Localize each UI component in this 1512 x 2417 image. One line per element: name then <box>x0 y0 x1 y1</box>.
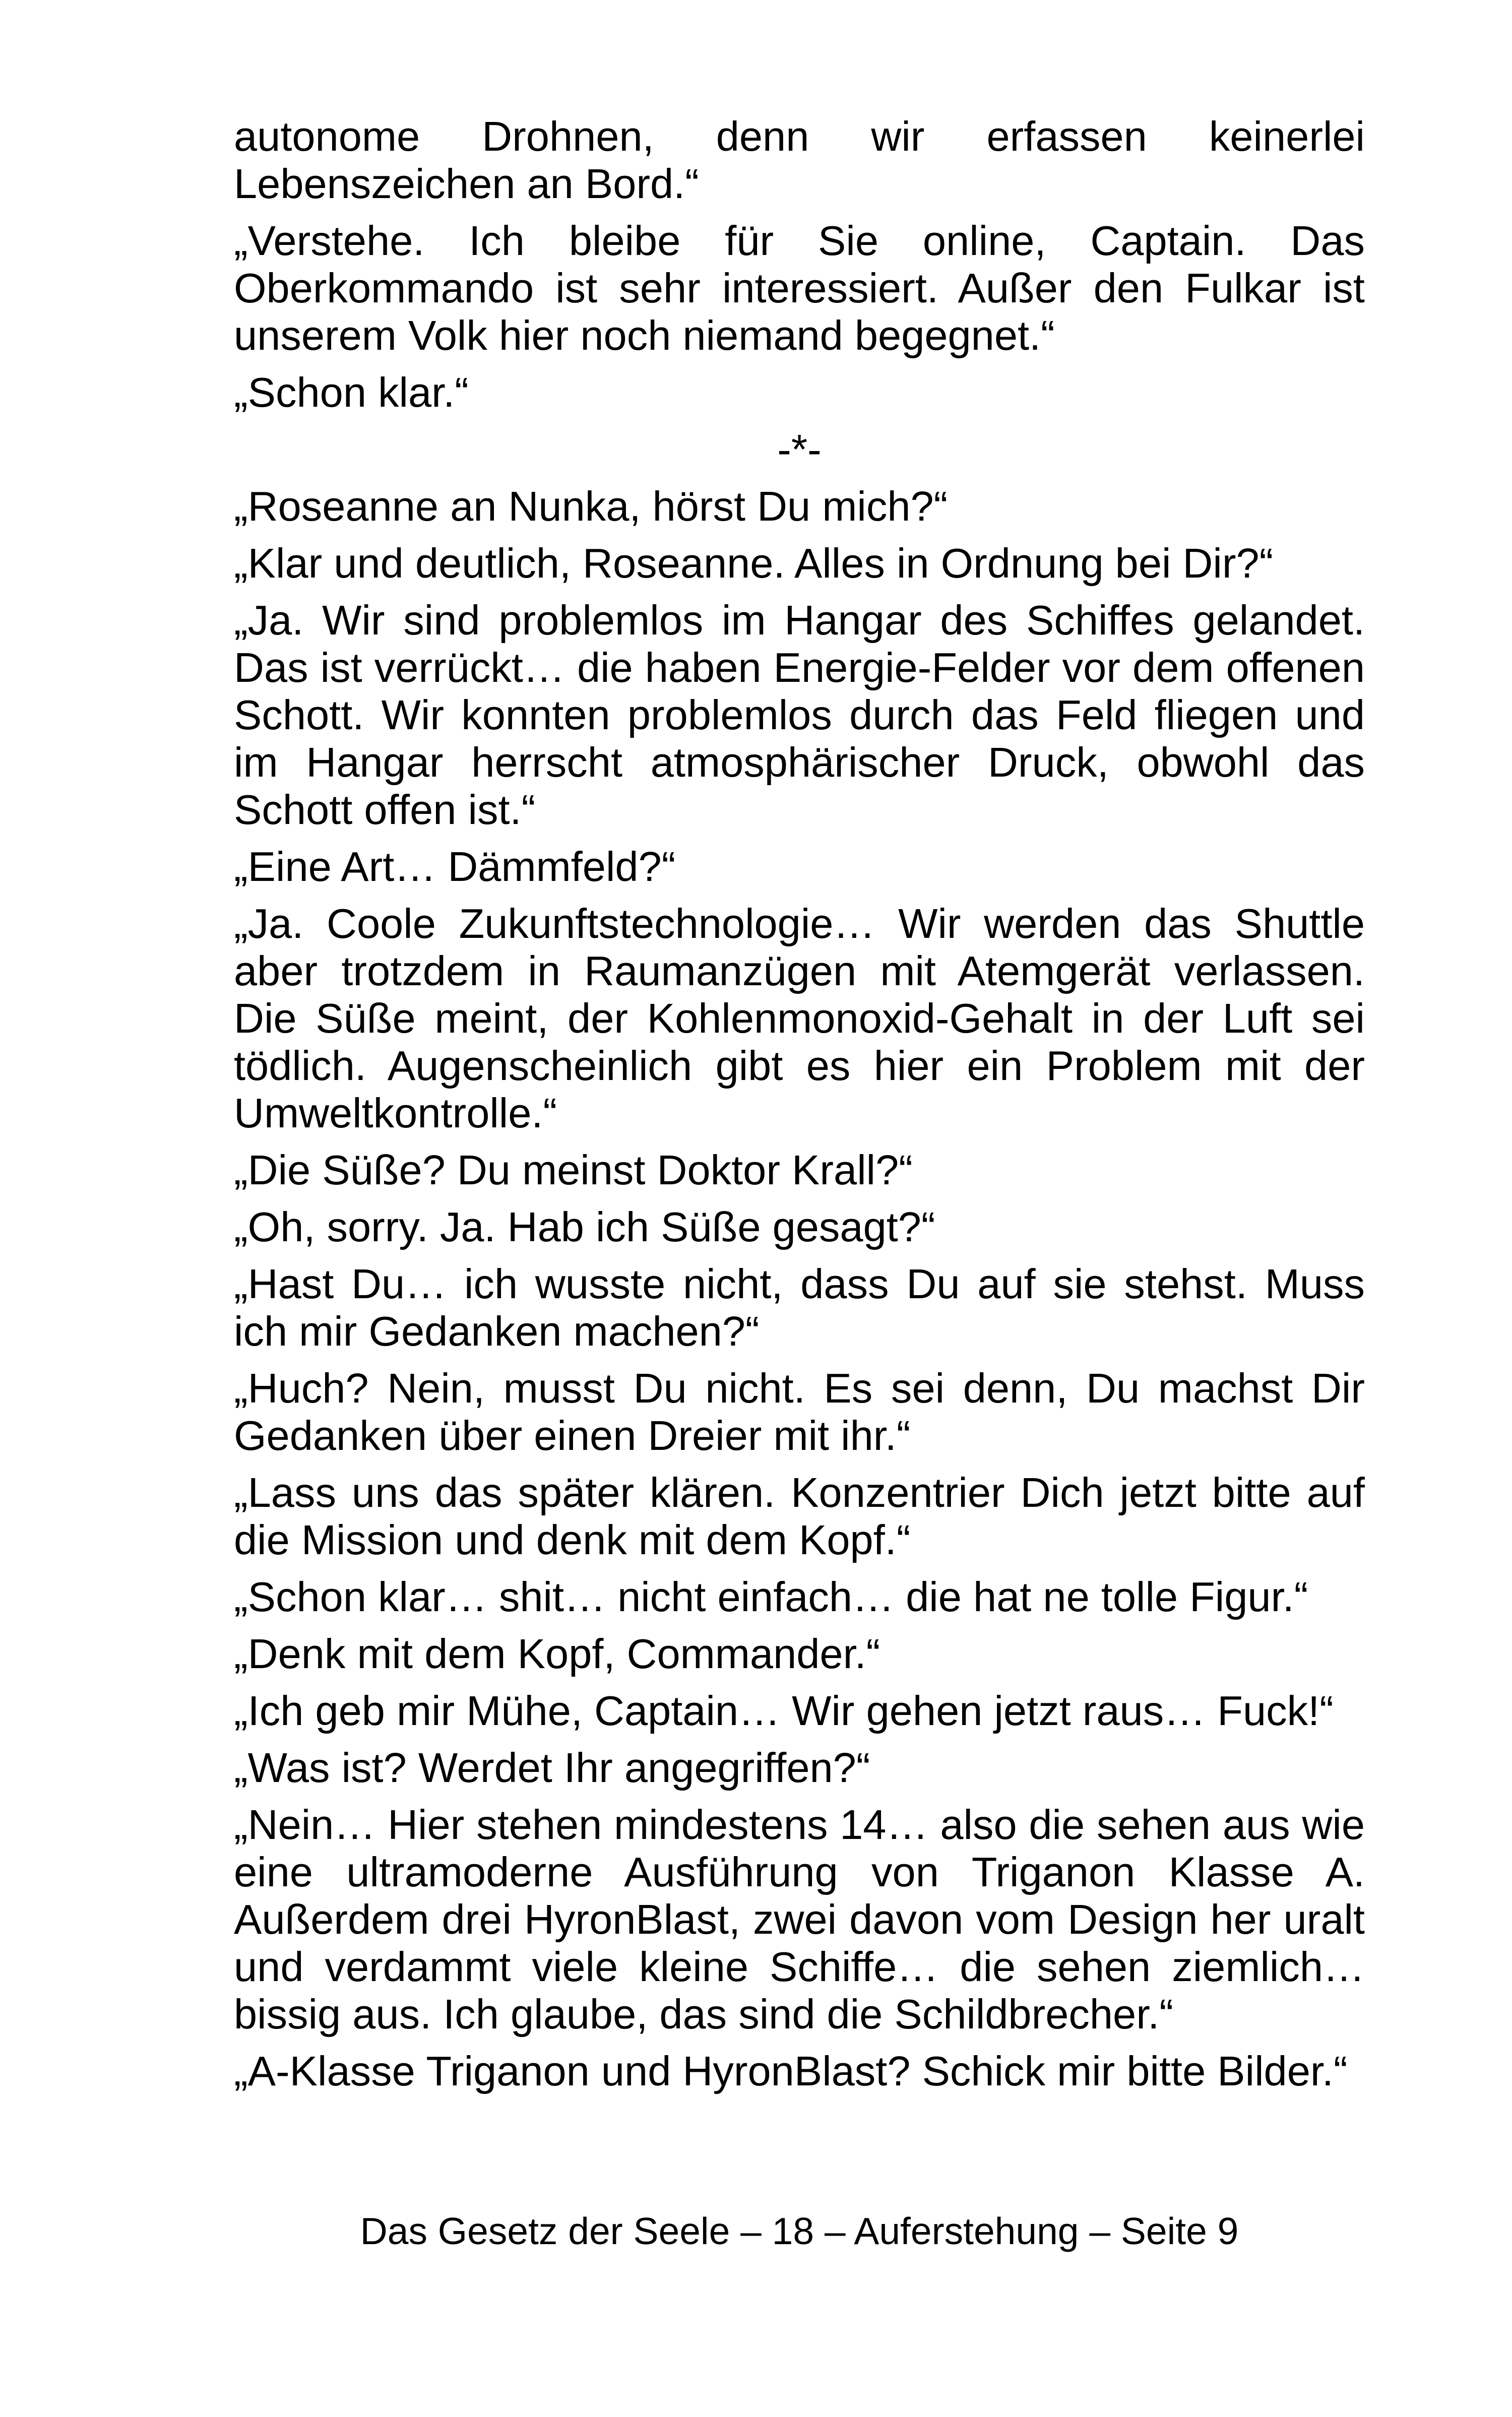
paragraph: „Hast Du… ich wusste nicht, dass Du auf sie stehst. Muss ich mir Gedanken machen?“ <box>234 1260 1365 1355</box>
paragraph: „A-Klasse Triganon und HyronBlast? Schick mir bitte Bilder.“ <box>234 2048 1348 2094</box>
page-body <box>234 113 1365 2105</box>
paragraph: „Huch? Nein, musst Du nicht. Es sei denn, Du machst Dir Gedanken über einen Dreier mit ihr.“ <box>234 1365 1365 1459</box>
paragraph: „Ich geb mir Mühe, Captain… Wir gehen jetzt raus… Fuck!“ <box>234 1687 1334 1734</box>
scene-separator: -*- <box>777 426 822 473</box>
paragraph: „Oh, sorry. Ja. Hab ich Süße gesagt?“ <box>234 1203 935 1250</box>
paragraph: „Was ist? Werdet Ihr angegriffen?“ <box>234 1744 870 1791</box>
paragraph: „Denk mit dem Kopf, Commander.“ <box>234 1630 880 1677</box>
paragraph: „Roseanne an Nunka, hörst Du mich?“ <box>234 483 948 530</box>
paragraph: „Nein… Hier stehen mindestens 14… also die sehen aus wie eine ultramoderne Ausführung von Triganon Klasse A. Außerdem drei HyronBlast, zwei davon vom Design her uralt und verdammt viele kleine Schiffe… die sehen ziemlich… bissig aus. Ich glaube, das sind die Schildbrecher.“ <box>234 1801 1365 2038</box>
paragraph: „Verstehe. Ich bleibe für Sie online, Captain. Das Oberkommando ist sehr interessiert. Außer den Fulkar ist unserem Volk hier noch niemand begegnet.“ <box>234 217 1365 359</box>
paragraph: autonome Drohnen, denn wir erfassen keinerlei Lebenszeichen an Bord.“ <box>234 113 1365 207</box>
page-footer: Das Gesetz der Seele – 18 – Auferstehung – Seite 9 <box>360 2210 1239 2252</box>
paragraph: „Lass uns das später klären. Konzentrier Dich jetzt bitte auf die Mission und denk mit dem Kopf.“ <box>234 1469 1365 1563</box>
paragraph: „Klar und deutlich, Roseanne. Alles in Ordnung bei Dir?“ <box>234 540 1274 587</box>
paragraph: „Ja. Wir sind problemlos im Hangar des Schiffes gelandet. Das ist verrückt… die haben Energie-Felder vor dem offenen Schott. Wir konnten problemlos durch das Feld fliegen und im Hangar herrscht atmosphärischer Druck, obwohl das Schott offen ist.“ <box>234 597 1365 833</box>
paragraph: „Die Süße? Du meinst Doktor Krall?“ <box>234 1147 913 1193</box>
paragraph: „Schon klar.“ <box>234 369 469 416</box>
paragraph: „Ja. Coole Zukunftstechnologie… Wir werden das Shuttle aber trotzdem in Raumanzügen mit Atemgerät verlassen. Die Süße meint, der Kohlenmonoxid-Gehalt in der Luft sei tödlich. Augenscheinlich gibt es hier ein Problem mit der Umweltkontrolle.“ <box>234 900 1365 1136</box>
paragraph: „Eine Art… Dämmfeld?“ <box>234 843 676 890</box>
paragraph: „Schon klar… shit… nicht einfach… die hat ne tolle Figur.“ <box>234 1573 1308 1620</box>
